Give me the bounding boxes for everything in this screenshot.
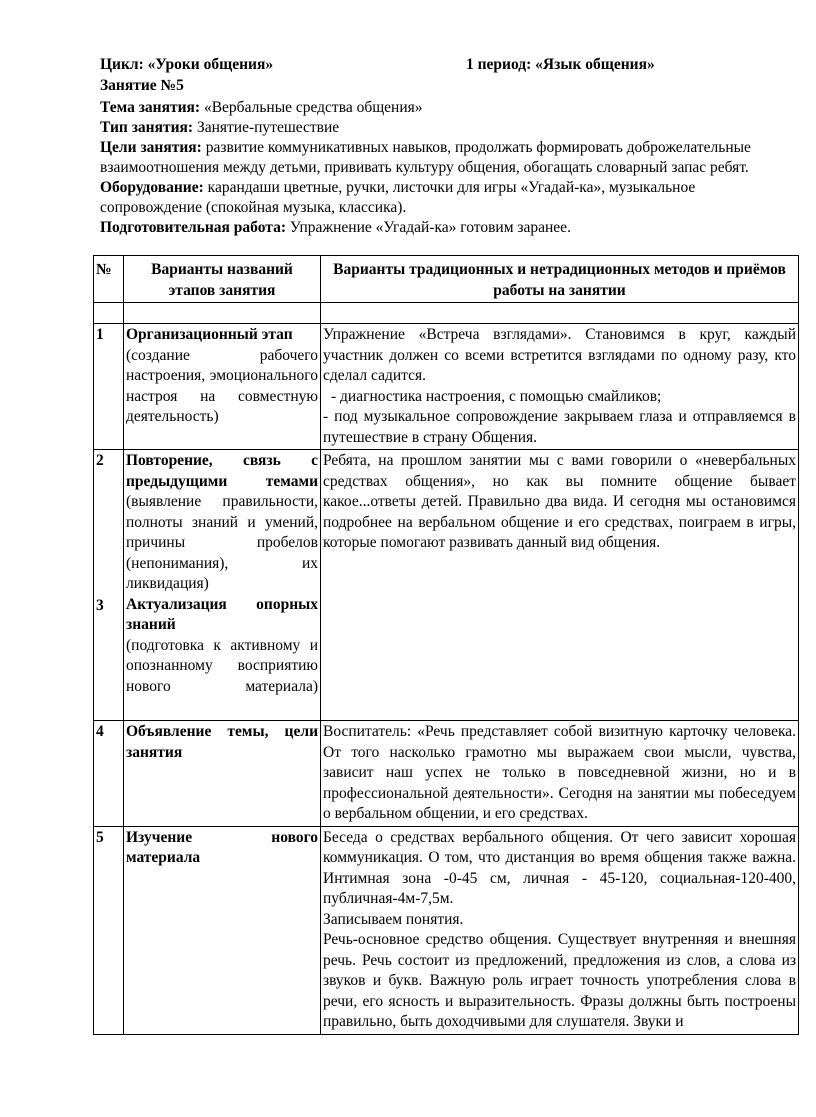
stage-title: Объявление темы, цели занятия xyxy=(124,721,321,827)
stage-cell xyxy=(124,324,321,450)
header-methods: Варианты традиционных и нетрадиционных методов и приёмов работы на занятии xyxy=(321,256,799,303)
header-num: № xyxy=(94,256,124,303)
row-num-2: 2 xyxy=(96,452,104,469)
stage-title: Актуализация опорных знаний xyxy=(126,595,318,633)
lesson-plan-table xyxy=(93,255,799,1035)
equipment-line xyxy=(100,178,790,218)
equipment-value: карандаши цветные, ручки, листочки для игры «Угадай-ка», музыкальное сопровождение (спокойная музыка, классика). xyxy=(100,179,696,216)
goals-line xyxy=(100,138,790,178)
equipment-label: Оборудование: xyxy=(100,179,204,196)
lesson-number: Занятие №5 xyxy=(100,77,184,94)
cycle-title: Цикл: «Уроки общения» xyxy=(100,56,274,73)
stage-cell xyxy=(124,450,321,721)
method-paragraph: Речь-основное средство общения. Существует внутренняя и внешняя речь. Речь состоит из предложений, предложения из слов, а слова из звуков и букв. Важную роль играет точность употребления слова в речи, его ясность и выразительность. Фразы должны быть построены правильно, быть доходчивыми для слушателя. Звуки и xyxy=(323,931,796,1030)
row-num xyxy=(94,450,124,721)
topic-value: «Вербальные средства общения» xyxy=(203,99,423,116)
methods-cell xyxy=(321,826,799,1034)
methods-cell xyxy=(321,324,799,450)
stage-desc: (создание рабочего настроения, эмоционального настроя на совместную деятельность) xyxy=(126,346,318,425)
type-line xyxy=(100,118,790,138)
method-paragraph: Записываем понятия. xyxy=(323,910,464,928)
topic-line xyxy=(100,98,790,118)
stage-title: Организационный этап xyxy=(126,326,293,343)
table-row xyxy=(94,721,799,827)
stage-desc: (выявление правильности, полноты знаний и умений, причины пробелов (непонимания), их ликвидация) xyxy=(126,493,318,592)
prep-value: Упражнение «Угадай-ка» готовим заранее. xyxy=(289,219,571,236)
row-num-3: 3 xyxy=(96,596,104,614)
period-title: 1 период: «Язык общения» xyxy=(466,56,655,73)
stage-desc: (подготовка к активному и опознанному восприятию нового материала) xyxy=(126,636,318,695)
methods-cell: Ребята, на прошлом занятии мы с вами говорили о «невербальных средствах общения», но как вы помните общение бывает какое...ответы детей. Правильно два вида. И сегодня мы остановимся подробнее на вербальном общение и его средствах, поиграем в игры, которые помогают развивать данный вид общения. xyxy=(321,450,799,721)
method-paragraph: Упражнение «Встреча взглядами». Становимся в круг, каждый участник должен со всеми встретится взглядами по одному разу, кто сделал садится. xyxy=(323,326,796,384)
row-num: 5 xyxy=(94,826,124,1034)
header-stage: Варианты названий этапов занятия xyxy=(124,256,321,303)
prep-label: Подготовительная работа: xyxy=(100,219,286,236)
row-num: 4 xyxy=(94,721,124,827)
methods-cell: Воспитатель: «Речь представляет собой визитную карточку человека. От того насколько грамотно мы выражаем свои мысли, чувства, зависит наш успех не только в повседневной жизни, но и в профессиональной деятельности». Сегодня на занятии мы побеседуем о вербальном общении, и его средствах. xyxy=(321,721,799,827)
stage-title: Повторение, связь с предыдущими темами xyxy=(126,452,318,490)
method-paragraph: Беседа о средствах вербального общения. От чего зависит хорошая коммуникация. О том, что дистанция во время общения также важна. Интимная зона -0-45 см, личная - 45-120, социальная-120-400, публичная-4м-7,5м. xyxy=(323,828,796,907)
type-label: Тип занятия: xyxy=(100,119,194,136)
method-paragraph: - под музыкальное сопровождение закрываем глаза и отправляемся в путешествие в страну Общения. xyxy=(323,408,796,446)
goals-label: Цели занятия: xyxy=(100,139,202,156)
header-spacer-row xyxy=(94,303,799,324)
table-row xyxy=(94,324,799,450)
type-value: Занятие-путешествие xyxy=(196,119,340,136)
method-paragraph: - диагностика настроения, с помощью смайликов; xyxy=(331,387,662,405)
prep-line xyxy=(100,218,790,238)
stage-title: Изучение нового материала xyxy=(124,826,321,1034)
goals-value: развитие коммуникативных навыков, продолжать формировать доброжелательные взаимоотношения между детьми, прививать культуру общения, обогащать словарный запас ребят. xyxy=(100,139,751,176)
table-row xyxy=(94,450,799,721)
row-num: 1 xyxy=(94,324,124,450)
table-row xyxy=(94,826,799,1034)
lesson-meta xyxy=(100,98,790,238)
document-header xyxy=(100,55,800,96)
table-header-row xyxy=(94,256,799,303)
topic-label: Тема занятия: xyxy=(100,99,201,116)
